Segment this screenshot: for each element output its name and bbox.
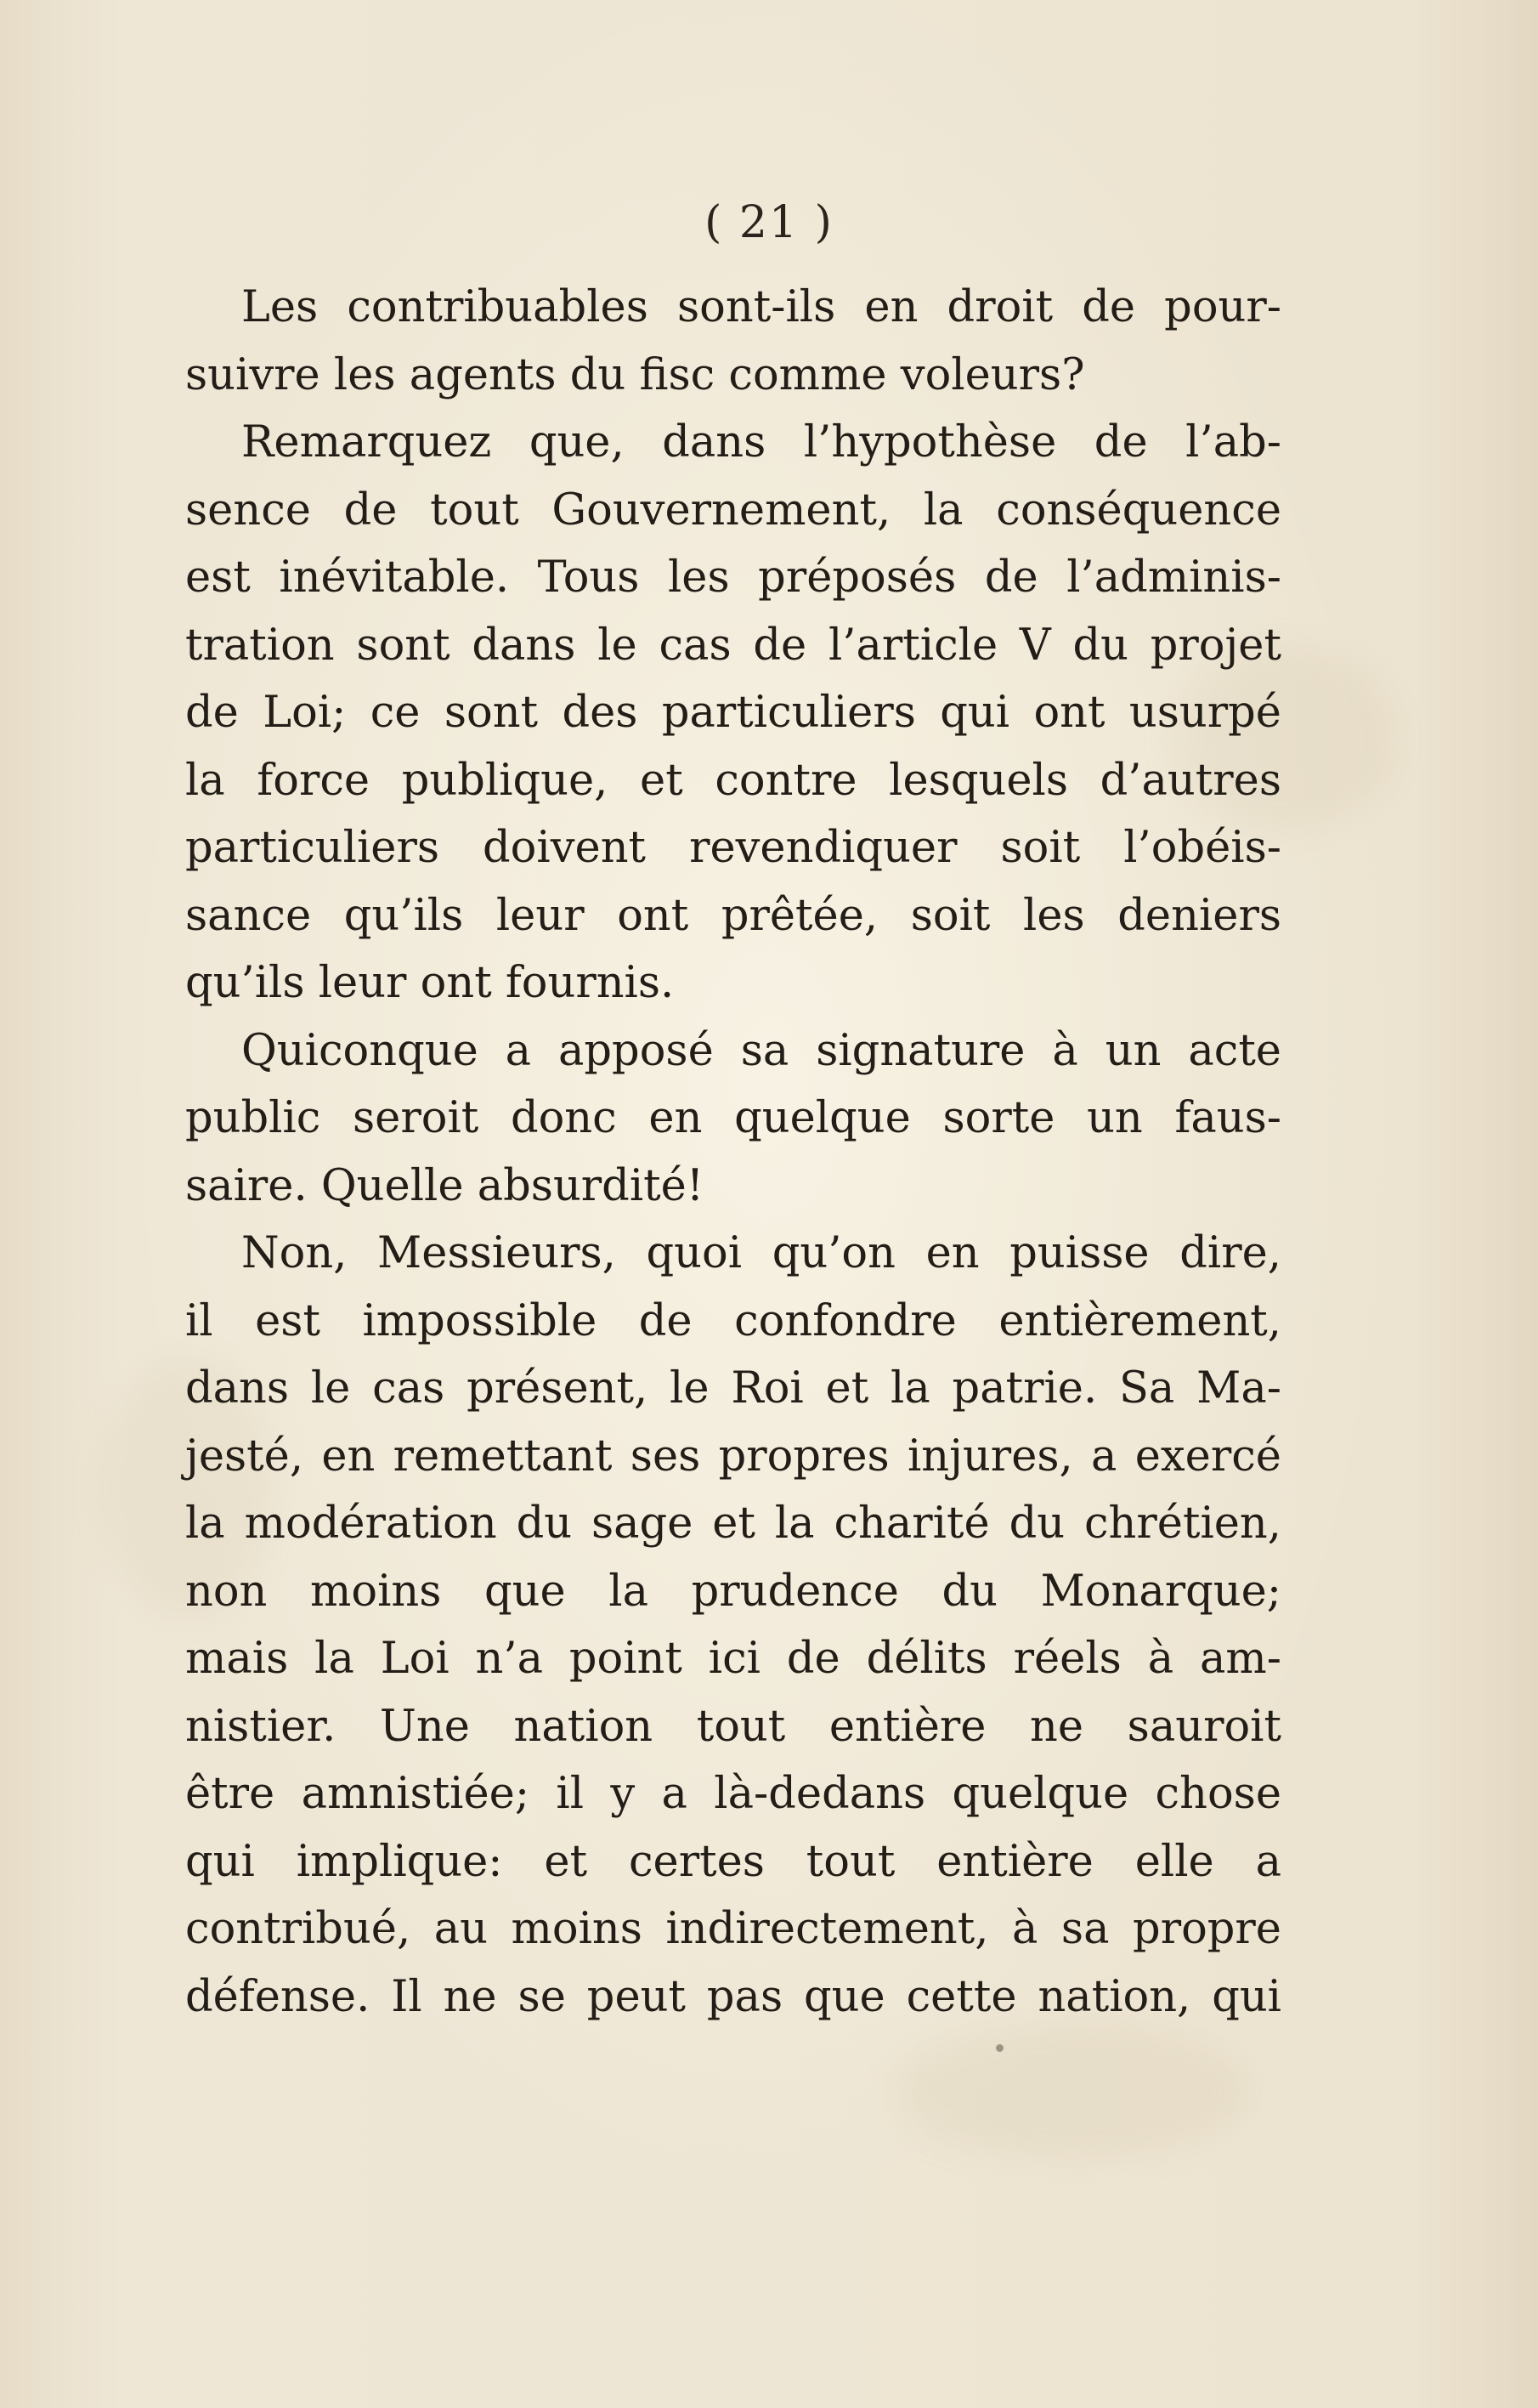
- text-line: la modération du sage et la charité du chrétien,: [185, 1499, 1281, 1549]
- text-line: la force publique, et contre lesquels d’autres: [185, 755, 1281, 806]
- text-line: contribué, au moins indirectement, à sa propre: [185, 1904, 1281, 1954]
- text-line: dans le cas présent, le Roi et la patrie. Sa Ma-: [185, 1363, 1281, 1414]
- text-line: de Loi; ce sont des particuliers qui ont usurpé: [185, 688, 1281, 738]
- text-line: être amnistiée; il y a là-dedans quelque chose: [185, 1769, 1281, 1819]
- text-line: particuliers doivent revendiquer soit l’obéis-: [185, 823, 1281, 873]
- text-line: mais la Loi n’a point ici de délits réels à am-: [185, 1634, 1281, 1684]
- text-line: public seroit donc en quelque sorte un faus-: [185, 1093, 1281, 1143]
- text-line: Remarquez que, dans l’hypothèse de l’ab-: [241, 417, 1281, 467]
- text-line: qu’ils leur ont fournis.: [185, 958, 675, 1008]
- paper-stain: [892, 2023, 1249, 2159]
- text-line: Quiconque a apposé sa signature à un acte: [241, 1025, 1281, 1076]
- text-line: il est impossible de confondre entièrement,: [185, 1295, 1281, 1346]
- text-line: défense. Il ne se peut pas que cette nation, qui: [185, 1971, 1281, 2022]
- text-line: est inévitable. Tous les préposés de l’adminis-: [185, 552, 1281, 603]
- text-line: sance qu’ils leur ont prêtée, soit les deniers: [185, 890, 1281, 941]
- text-line: saire. Quelle absurdité!: [185, 1160, 704, 1211]
- text-line: jesté, en remettant ses propres injures, a exercé: [185, 1431, 1281, 1482]
- text-line: non moins que la prudence du Monarque;: [185, 1566, 1281, 1617]
- text-line: Non, Messieurs, quoi qu’on en puisse dire,: [241, 1228, 1281, 1278]
- ink-speck: [996, 2044, 1004, 2052]
- page-number: ( 21 ): [704, 197, 834, 248]
- body-text: [185, 274, 1281, 2031]
- text-line: tration sont dans le cas de l’article V du projet: [185, 620, 1281, 671]
- text-line: qui implique: et certes tout entière elle a: [185, 1836, 1281, 1887]
- text-line: Les contribuables sont-ils en droit de pour-: [241, 282, 1281, 332]
- text-line: suivre les agents du fisc comme voleurs?: [185, 349, 1085, 400]
- text-line: sence de tout Gouvernement, la conséquence: [185, 484, 1281, 535]
- text-line: nistier. Une nation tout entière ne sauroit: [185, 1701, 1281, 1752]
